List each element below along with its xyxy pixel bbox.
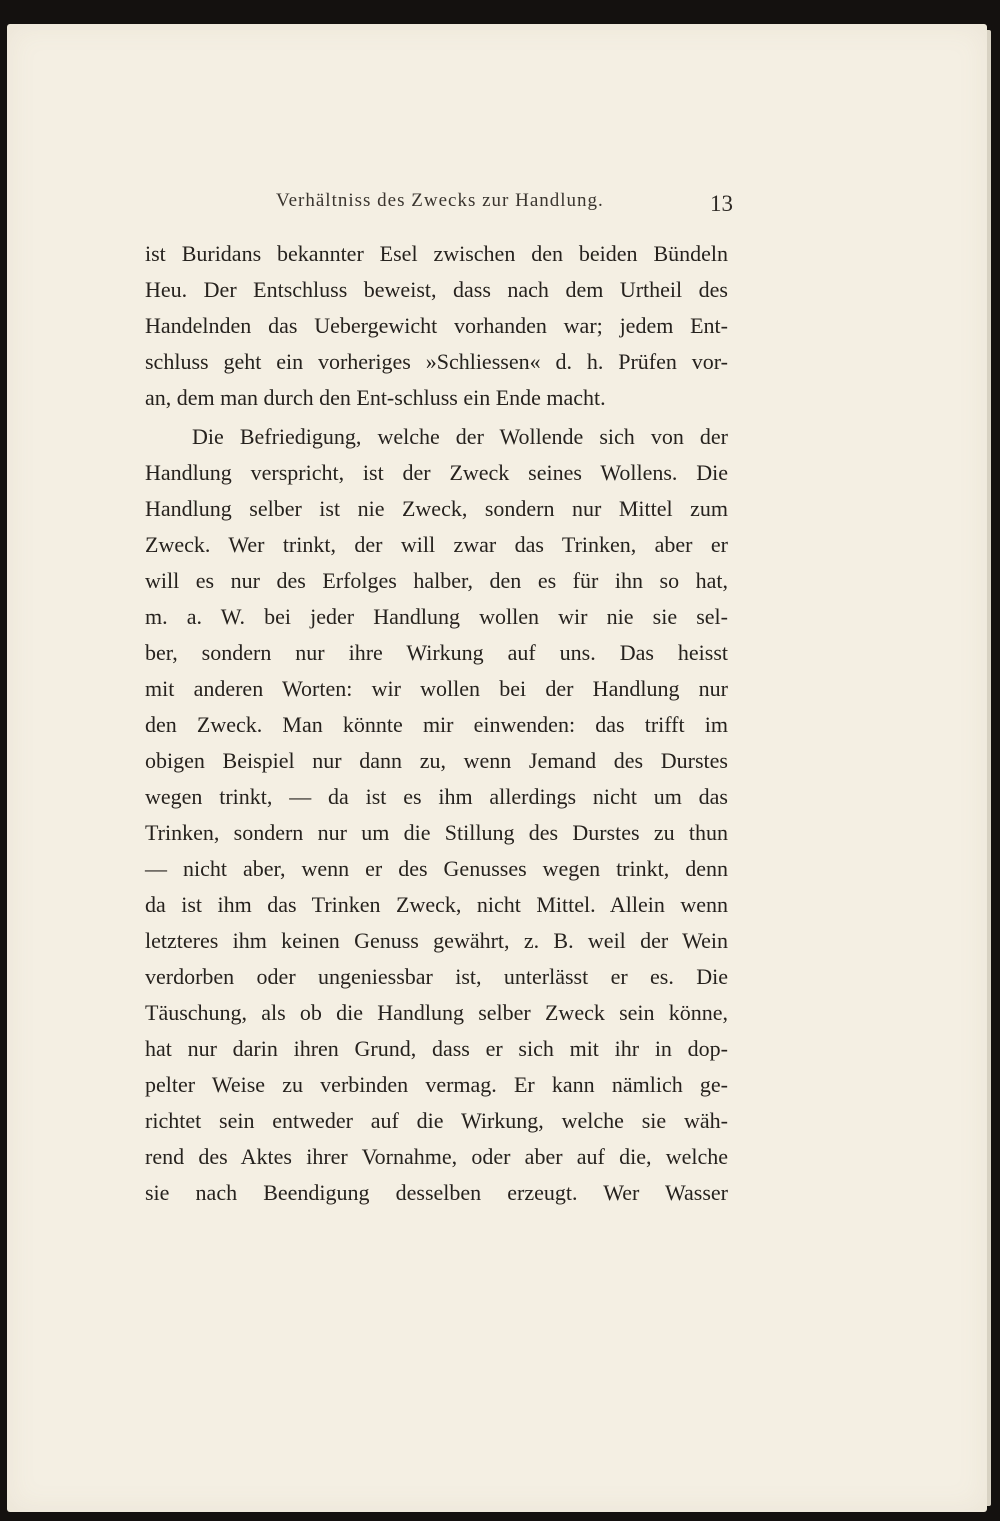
text-line: verdorben oder ungeniessbar ist, unterlässt er es. Die [145,964,728,989]
text-line: schluss geht ein vorheriges »Schliessen« d. h. Prüfen vor- [145,349,728,374]
text-line: pelter Weise zu verbinden vermag. Er kann nämlich ge- [145,1072,728,1097]
text-line: obigen Beispiel nur dann zu, wenn Jemand des Durstes [145,748,728,773]
text-line: Heu. Der Entschluss beweist, dass nach dem Urtheil des [145,277,728,302]
text-line: da ist ihm das Trinken Zweck, nicht Mittel. Allein wenn [145,892,728,917]
text-line: m. a. W. bei jeder Handlung wollen wir nie sie sel- [145,604,728,629]
text-line: ist Buridans bekannter Esel zwischen den beiden Bündeln [145,241,728,266]
text-line: Zweck. Wer trinkt, der will zwar das Trinken, aber er [145,532,728,557]
text-line: richtet sein entweder auf die Wirkung, welche sie wäh- [145,1108,728,1133]
running-title: Verhältniss des Zwecks zur Handlung. [276,190,604,211]
text-line: Die Befriedigung, welche der Wollende sich von der [192,424,728,449]
text-line: mit anderen Worten: wir wollen bei der Handlung nur [145,676,728,701]
page-edge [987,30,991,1506]
text-line: den Zweck. Man könnte mir einwenden: das trifft im [145,712,728,737]
text-line: Handlung verspricht, ist der Zweck seines Wollens. Die [145,460,728,485]
text-line: hat nur darin ihren Grund, dass er sich mit ihr in dop- [145,1036,728,1061]
text-line: Handlung selber ist nie Zweck, sondern nur Mittel zum [145,496,728,521]
text-line: will es nur des Erfolges halber, den es für ihn so hat, [145,568,728,593]
text-line: wegen trinkt, — da ist es ihm allerdings nicht um das [145,784,728,809]
text-line: letzteres ihm keinen Genuss gewährt, z. B. weil der Wein [145,928,728,953]
text-line: an, dem man durch den Ent-schluss ein Ende macht. [145,385,606,410]
text-line: Handelnden das Uebergewicht vorhanden war; jedem Ent- [145,313,728,338]
page-number: 13 [710,191,733,216]
text-line: Trinken, sondern nur um die Stillung des Durstes zu thun [145,820,728,845]
text-line: rend des Aktes ihrer Vornahme, oder aber auf die, welche [145,1144,728,1169]
text-line: Täuschung, als ob die Handlung selber Zweck sein könne, [145,1000,728,1025]
text-line: — nicht aber, wenn er des Genusses wegen trinkt, denn [145,856,728,881]
text-line: ber, sondern nur ihre Wirkung auf uns. Das heisst [145,640,728,665]
text-line: sie nach Beendigung desselben erzeugt. Wer Wasser [145,1180,728,1205]
